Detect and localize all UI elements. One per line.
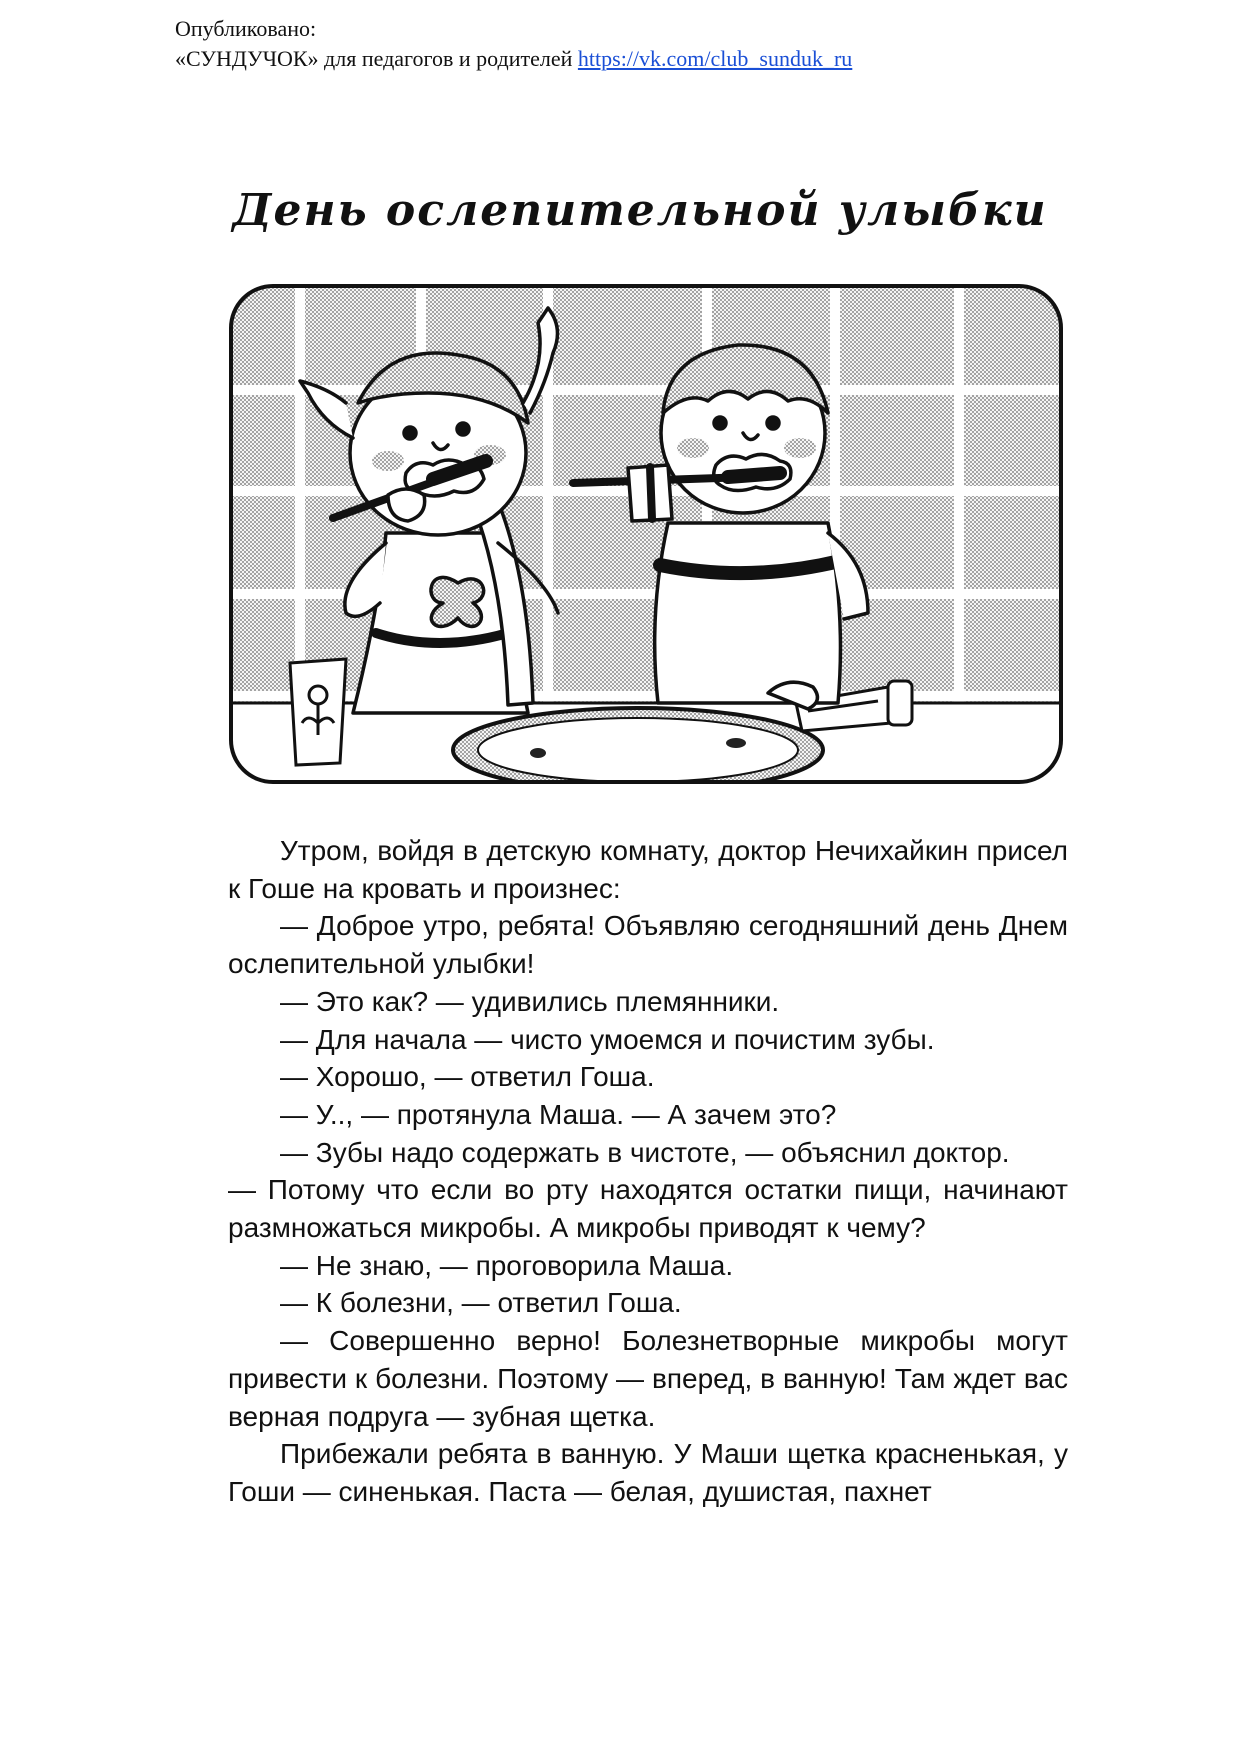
paragraph: — Потому что если во рту находятся остатки пищи, начинают размножаться микробы. А микробы приводят к чему? <box>228 1174 1068 1244</box>
paragraph: — К болезни, — ответил Гоша. <box>280 1287 682 1319</box>
paragraph: — Зубы надо содержать в чистоте, — объяснил доктор. <box>280 1136 1010 1168</box>
vk-link[interactable]: https://vk.com/club_sunduk_ru <box>577 46 853 71</box>
paragraph: — Не знаю, — проговорила Маша. <box>280 1249 734 1281</box>
toothpaste-cup <box>290 659 346 765</box>
story-text <box>228 832 1068 1511</box>
paragraph: — Хорошо, — ответил Гоша. <box>280 1061 655 1093</box>
children-brushing-teeth-illustration <box>228 283 1064 785</box>
published-label: Опубликовано: <box>175 16 317 41</box>
paragraph: — Доброе утро, ребята! Объявляю сегодняшний день Днем ослепительной улыбки! <box>228 910 1068 980</box>
publisher-line <box>175 44 852 74</box>
page-title: День ослепительной улыбки <box>232 185 1048 236</box>
paragraph: Утром, войдя в детскую комнату, доктор Нечихайкин присел к Гоше на кровать и произнес: <box>228 835 1068 904</box>
publication-header <box>175 14 852 74</box>
paragraph: — Для начала — чисто умоемся и почистим зубы. <box>280 1023 935 1055</box>
paragraph: Прибежали ребята в ванную. У Маши щетка красненькая, у Гоши — синенькая. Паста — белая, душистая, пахнет <box>228 1438 1068 1507</box>
paragraph: — Это как? — удивились племянники. <box>280 985 780 1017</box>
publisher-text: «СУНДУЧОК» для педагогов и родителей <box>175 46 573 71</box>
paragraph: — У.., — протянула Маша. — А зачем это? <box>280 1098 837 1130</box>
paragraph: — Совершенно верно! Болезнетворные микробы могут привести к болезни. Поэтому — вперед, в ванную! Там ждет вас верная подруга — зубная щетка. <box>228 1325 1068 1432</box>
